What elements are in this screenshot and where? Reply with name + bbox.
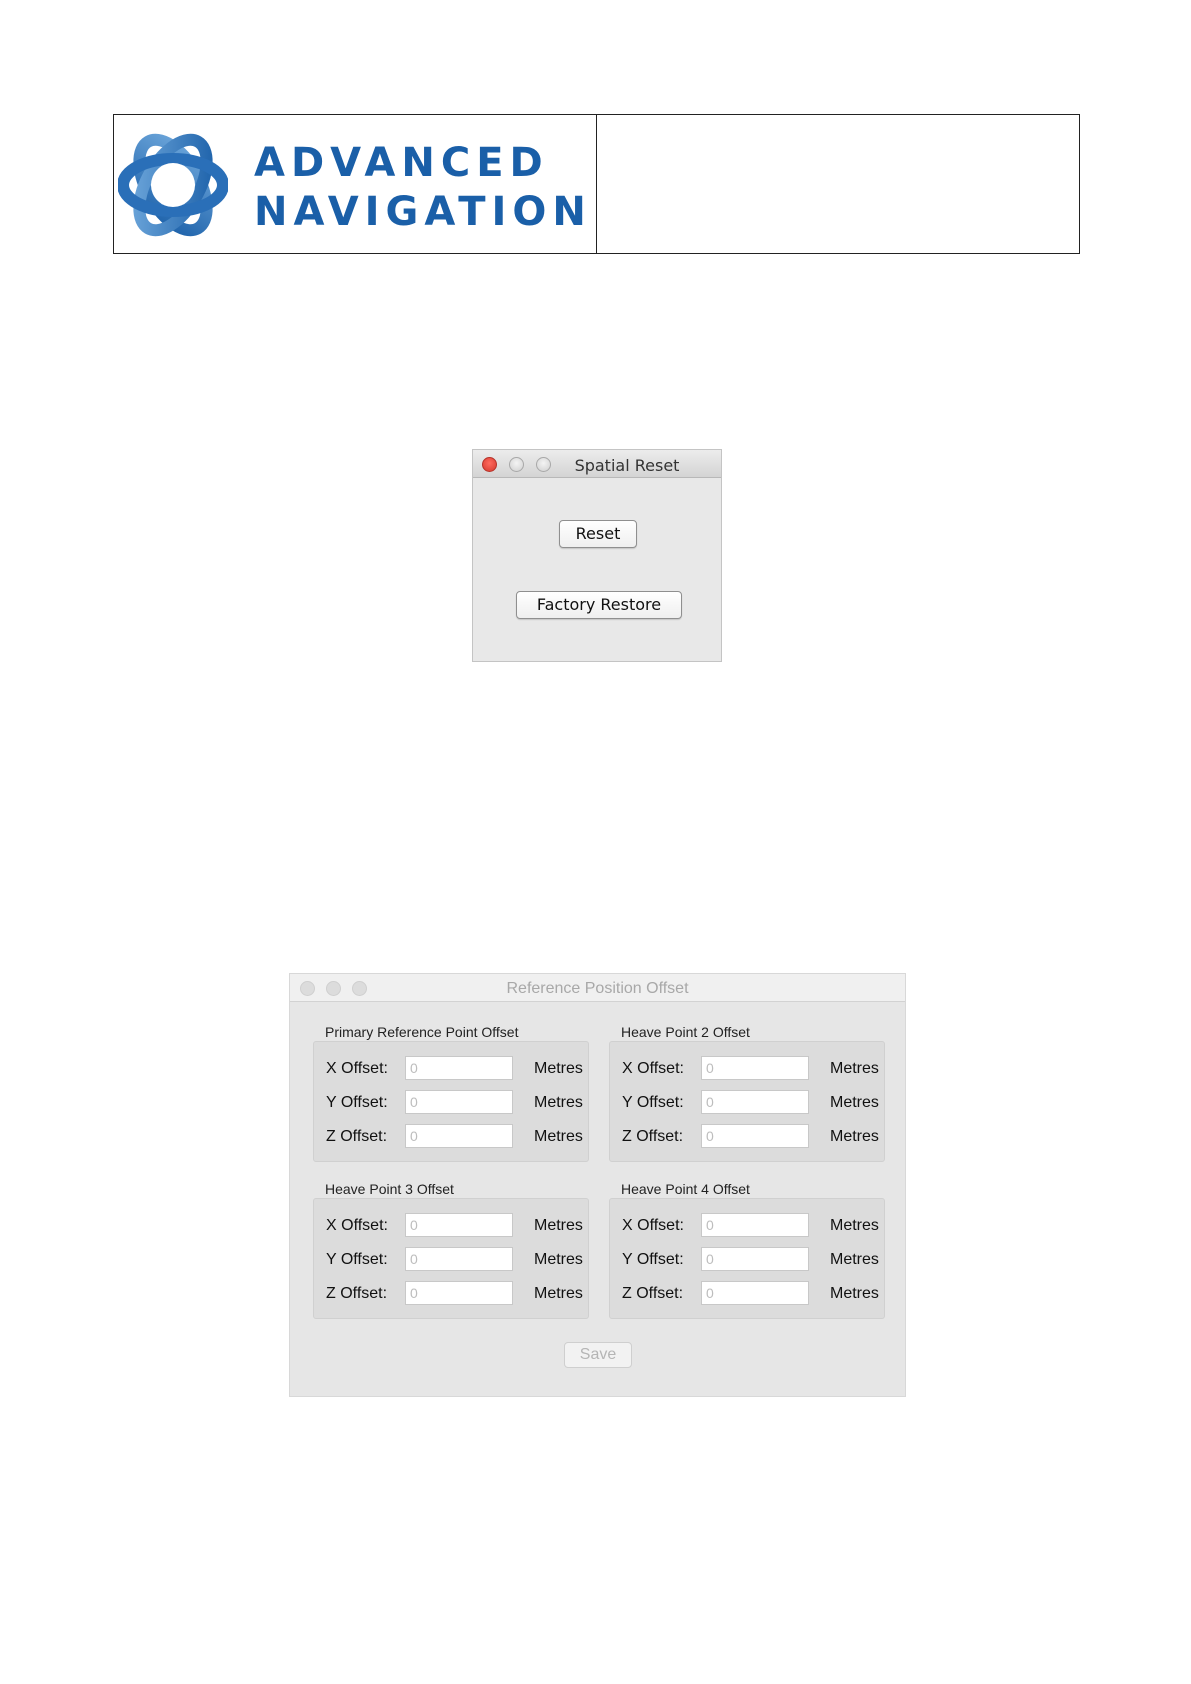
window-title: Spatial Reset (574, 456, 680, 475)
unit-label: Metres (830, 1128, 879, 1145)
unit-label: Metres (534, 1251, 583, 1268)
unit-label: Metres (830, 1251, 879, 1268)
group-label-heave-point-3: Heave Point 3 Offset (325, 1181, 454, 1197)
header-blank-cell (597, 115, 1079, 253)
unit-label: Metres (534, 1094, 583, 1111)
x-offset-row (622, 1056, 882, 1082)
field-label: X Offset: (622, 1060, 684, 1077)
y-offset-row (622, 1090, 882, 1116)
close-window-icon[interactable] (482, 457, 497, 472)
field-label: Y Offset: (622, 1251, 684, 1268)
spatial-reset-window (472, 449, 722, 662)
y-offset-input[interactable] (701, 1247, 809, 1271)
window-titlebar[interactable] (290, 974, 905, 1002)
group-heave-point-4 (609, 1198, 885, 1319)
logo-wordmark (254, 140, 592, 235)
y-offset-input[interactable] (405, 1090, 513, 1114)
field-label: X Offset: (326, 1060, 388, 1077)
group-label-primary-reference: Primary Reference Point Offset (325, 1024, 519, 1040)
window-titlebar[interactable] (473, 450, 721, 478)
x-offset-input[interactable] (701, 1213, 809, 1237)
group-heave-point-2 (609, 1041, 885, 1162)
logo-line-navigation: NAVIGATION (254, 189, 592, 235)
unit-label: Metres (830, 1094, 879, 1111)
unit-label: Metres (534, 1217, 583, 1234)
unit-label: Metres (534, 1060, 583, 1077)
logo-line-advanced: ADVANCED (254, 140, 549, 186)
unit-label: Metres (534, 1128, 583, 1145)
x-offset-input[interactable] (701, 1056, 809, 1080)
document-header (113, 114, 1080, 254)
x-offset-row (326, 1213, 586, 1239)
field-label: Z Offset: (326, 1285, 388, 1302)
y-offset-row (326, 1090, 586, 1116)
z-offset-row (622, 1124, 882, 1150)
y-offset-input[interactable] (701, 1090, 809, 1114)
reference-position-offset-window (289, 973, 906, 1397)
field-label: Z Offset: (326, 1128, 388, 1145)
y-offset-row (622, 1247, 882, 1273)
group-heave-point-3 (313, 1198, 589, 1319)
group-label-heave-point-2: Heave Point 2 Offset (621, 1024, 750, 1040)
z-offset-row (326, 1281, 586, 1307)
field-label: Z Offset: (622, 1285, 684, 1302)
factory-restore-button[interactable]: Factory Restore (516, 591, 682, 619)
save-button[interactable]: Save (564, 1342, 632, 1368)
group-primary-reference (313, 1041, 589, 1162)
z-offset-input[interactable] (405, 1281, 513, 1305)
minimize-window-icon[interactable] (509, 457, 524, 472)
x-offset-row (622, 1213, 882, 1239)
group-label-heave-point-4: Heave Point 4 Offset (621, 1181, 750, 1197)
unit-label: Metres (830, 1060, 879, 1077)
x-offset-row (326, 1056, 586, 1082)
z-offset-input[interactable] (701, 1281, 809, 1305)
z-offset-input[interactable] (701, 1124, 809, 1148)
unit-label: Metres (830, 1285, 879, 1302)
z-offset-row (326, 1124, 586, 1150)
window-title: Reference Position Offset (506, 980, 689, 997)
y-offset-row (326, 1247, 586, 1273)
x-offset-input[interactable] (405, 1056, 513, 1080)
field-label: Z Offset: (622, 1128, 684, 1145)
y-offset-input[interactable] (405, 1247, 513, 1271)
z-offset-row (622, 1281, 882, 1307)
logo-cell (114, 115, 597, 253)
advanced-navigation-logo-icon (118, 131, 228, 239)
field-label: X Offset: (622, 1217, 684, 1234)
z-offset-input[interactable] (405, 1124, 513, 1148)
reset-button[interactable]: Reset (559, 520, 637, 548)
field-label: Y Offset: (622, 1094, 684, 1111)
field-label: Y Offset: (326, 1094, 388, 1111)
field-label: Y Offset: (326, 1251, 388, 1268)
x-offset-input[interactable] (405, 1213, 513, 1237)
unit-label: Metres (534, 1285, 583, 1302)
field-label: X Offset: (326, 1217, 388, 1234)
unit-label: Metres (830, 1217, 879, 1234)
